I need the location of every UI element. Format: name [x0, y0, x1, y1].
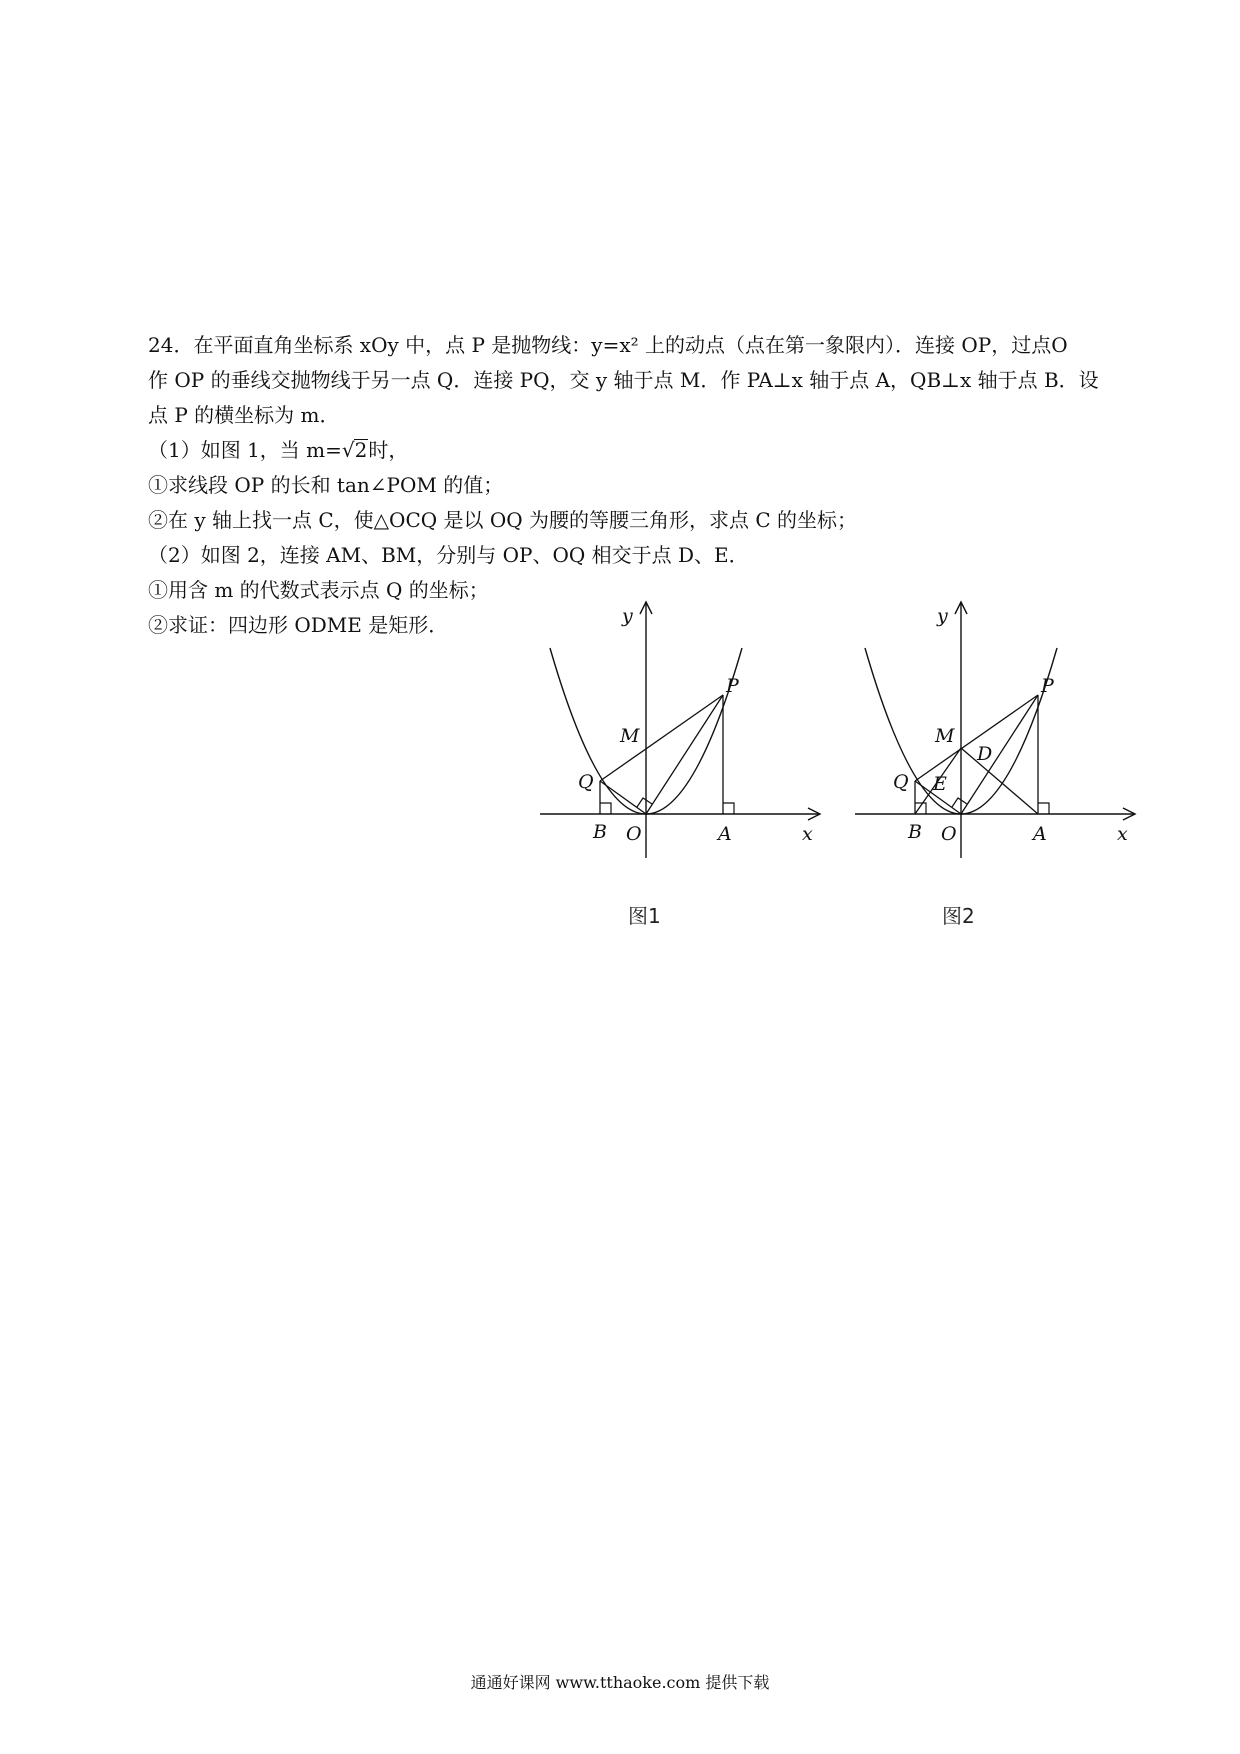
sqrt-radicand: 2: [354, 438, 368, 462]
figure-1-diagram: [540, 600, 830, 860]
figure-2-diagram: [855, 600, 1145, 860]
part1-heading: [148, 433, 1108, 468]
label-O: O: [626, 823, 642, 845]
part2-question-2: ②求证：四边形 ODME 是矩形．: [148, 613, 449, 637]
segment-OP: [961, 695, 1038, 814]
label-O: O: [941, 823, 957, 845]
label-Q: Q: [578, 771, 594, 793]
label-Q: Q: [893, 771, 909, 793]
part1-question-2: ②在 y 轴上找一点 C，使△OCQ 是以 OQ 为腰的等腰三角形，求点 C 的坐标；: [148, 508, 858, 532]
figure-1-caption: 图1: [628, 904, 661, 928]
label-B: B: [593, 821, 607, 843]
label-A: A: [718, 823, 732, 845]
intro-line-1: 24．在平面直角坐标系 xOy 中，点 P 是抛物线：y=x² 上的动点（点在第一象限内）．连接 OP，过点O: [148, 333, 1068, 357]
sqrt-sign: √: [341, 438, 355, 462]
segment-PQ: [915, 695, 1038, 781]
segment-AM: [961, 748, 1038, 814]
right-angle-A: [723, 803, 734, 814]
page-footer: 通通好课网 www.tthaoke.com 提供下载: [470, 1673, 770, 1692]
part2-heading: （2）如图 2，连接 AM、BM，分别与 OP、OQ 相交于点 D、E．: [148, 543, 749, 567]
label-x: x: [1117, 823, 1128, 845]
label-A: A: [1033, 823, 1047, 845]
part2-question-1: ①用含 m 的代数式表示点 Q 的坐标；: [148, 578, 489, 602]
segment-PQ: [600, 695, 723, 781]
part1-question-1: ①求线段 OP 的长和 tan∠POM 的值；: [148, 473, 504, 497]
label-M: M: [935, 725, 955, 747]
segment-OP: [646, 695, 723, 814]
figure-2-caption: 图2: [942, 904, 975, 928]
right-angle-O: [952, 798, 967, 807]
part1-prefix: （1）如图 1，当 m=: [148, 438, 342, 462]
right-angle-O: [637, 798, 652, 807]
label-B: B: [908, 821, 922, 843]
label-x: x: [802, 823, 813, 845]
label-y: y: [622, 605, 633, 627]
label-P: P: [726, 675, 739, 697]
label-E: E: [933, 773, 947, 795]
right-angle-A: [1038, 803, 1049, 814]
intro-line-2: 作 OP 的垂线交抛物线于另一点 Q．连接 PQ，交 y 轴于点 M．作 PA⊥x 轴于点 A，QB⊥x 轴于点 B．设: [148, 368, 1099, 392]
label-P: P: [1041, 675, 1054, 697]
label-M: M: [620, 725, 640, 747]
part1-suffix: 时，: [368, 438, 409, 462]
intro-line-3: 点 P 的横坐标为 m．: [148, 403, 340, 427]
segment-OQ: [600, 781, 646, 814]
label-D: D: [977, 743, 993, 765]
label-y: y: [937, 605, 948, 627]
problem-24: [148, 328, 1108, 643]
figure-2: [855, 600, 1145, 860]
figure-1: [540, 600, 830, 860]
right-angle-B: [600, 803, 611, 814]
